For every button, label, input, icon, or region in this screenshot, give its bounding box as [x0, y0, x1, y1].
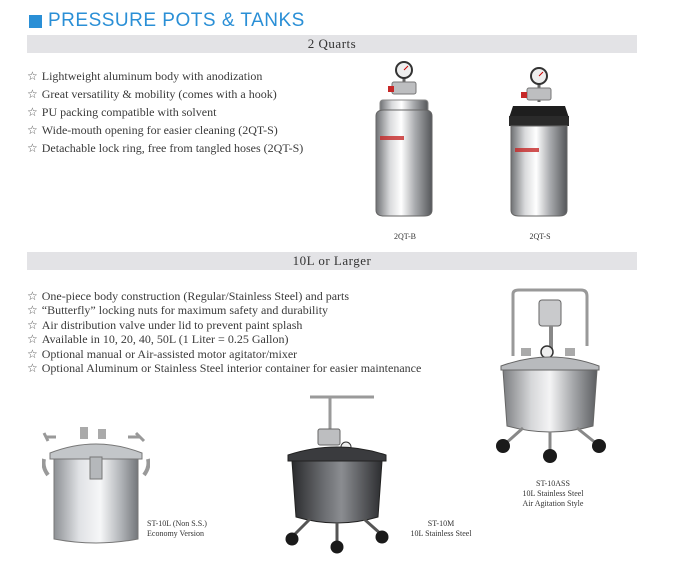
product-image-st-10ass	[493, 286, 608, 466]
star-icon: ☆	[27, 317, 38, 332]
star-icon: ☆	[27, 140, 38, 155]
list-item	[27, 347, 421, 362]
star-icon: ☆	[27, 68, 38, 83]
caption-st-10m	[402, 519, 480, 539]
caption-2qt-b	[388, 232, 422, 242]
star-icon: ☆	[27, 303, 38, 318]
star-icon: ☆	[27, 346, 38, 361]
caption-line: Economy Version	[147, 529, 204, 538]
list-item	[27, 67, 303, 85]
caption-line: Air Agitation Style	[522, 499, 584, 508]
title-square-icon	[29, 15, 42, 28]
list-item	[27, 139, 303, 157]
caption-model: 2QT-B	[394, 232, 416, 241]
caption-2qt-s	[523, 232, 557, 242]
caption-line: 10L Stainless Steel	[522, 489, 584, 498]
caption-model: ST-10M	[427, 519, 455, 528]
caption-st-10l	[147, 519, 227, 539]
feature-text: Wide-mouth opening for easier cleaning (2QT-S)	[41, 122, 278, 137]
feature-text: Lightweight aluminum body with anodization	[41, 68, 263, 83]
list-item	[27, 289, 421, 304]
caption-model: 2QT-S	[529, 232, 551, 241]
section-heading-2qt: 2 Quarts	[27, 35, 637, 53]
feature-text: Optional Aluminum or Stainless Steel interior container for easier maintenance	[41, 361, 422, 376]
list-item	[27, 121, 303, 139]
feature-text: Air distribution valve under lid to prevent paint splash	[41, 317, 303, 332]
product-image-2qt-b	[368, 60, 440, 220]
list-item	[27, 85, 303, 103]
list-item	[27, 103, 303, 121]
list-item	[27, 333, 421, 348]
feature-text: Available in 10, 20, 40, 50L (1 Liter = 0.25 Gallon)	[41, 332, 289, 347]
feature-list-10l	[27, 289, 421, 376]
caption-model: ST-10ASS	[536, 479, 570, 488]
page-title-text: PRESSURE POTS & TANKS	[48, 10, 305, 31]
star-icon: ☆	[27, 332, 38, 347]
caption-model: ST-10L (Non S.S.)	[147, 519, 207, 528]
feature-list-2qt	[27, 67, 303, 157]
list-item	[27, 318, 421, 333]
star-icon: ☆	[27, 288, 38, 303]
feature-text: Optional manual or Air-assisted motor agitator/mixer	[41, 346, 298, 361]
section-heading-10l: 10L or Larger	[27, 252, 637, 270]
product-image-st-10l	[42, 423, 150, 548]
feature-text: One-piece body construction (Regular/Stainless Steel) and parts	[41, 288, 350, 303]
feature-text: “Butterfly” locking nuts for maximum safety and durability	[41, 303, 329, 318]
page-title	[29, 8, 305, 34]
star-icon: ☆	[27, 361, 38, 376]
caption-st-10ass	[499, 479, 607, 509]
feature-text: Great versatility & mobility (comes with a hook)	[41, 86, 277, 101]
star-icon: ☆	[27, 86, 38, 101]
feature-text: Detachable lock ring, free from tangled hoses (2QT-S)	[41, 140, 304, 155]
product-image-2qt-s	[503, 66, 575, 220]
star-icon: ☆	[27, 122, 38, 137]
caption-line: 10L Stainless Steel	[410, 529, 472, 538]
star-icon: ☆	[27, 104, 38, 119]
list-item	[27, 362, 421, 377]
product-image-st-10m	[282, 389, 392, 557]
list-item	[27, 304, 421, 319]
feature-text: PU packing compatible with solvent	[41, 104, 217, 119]
